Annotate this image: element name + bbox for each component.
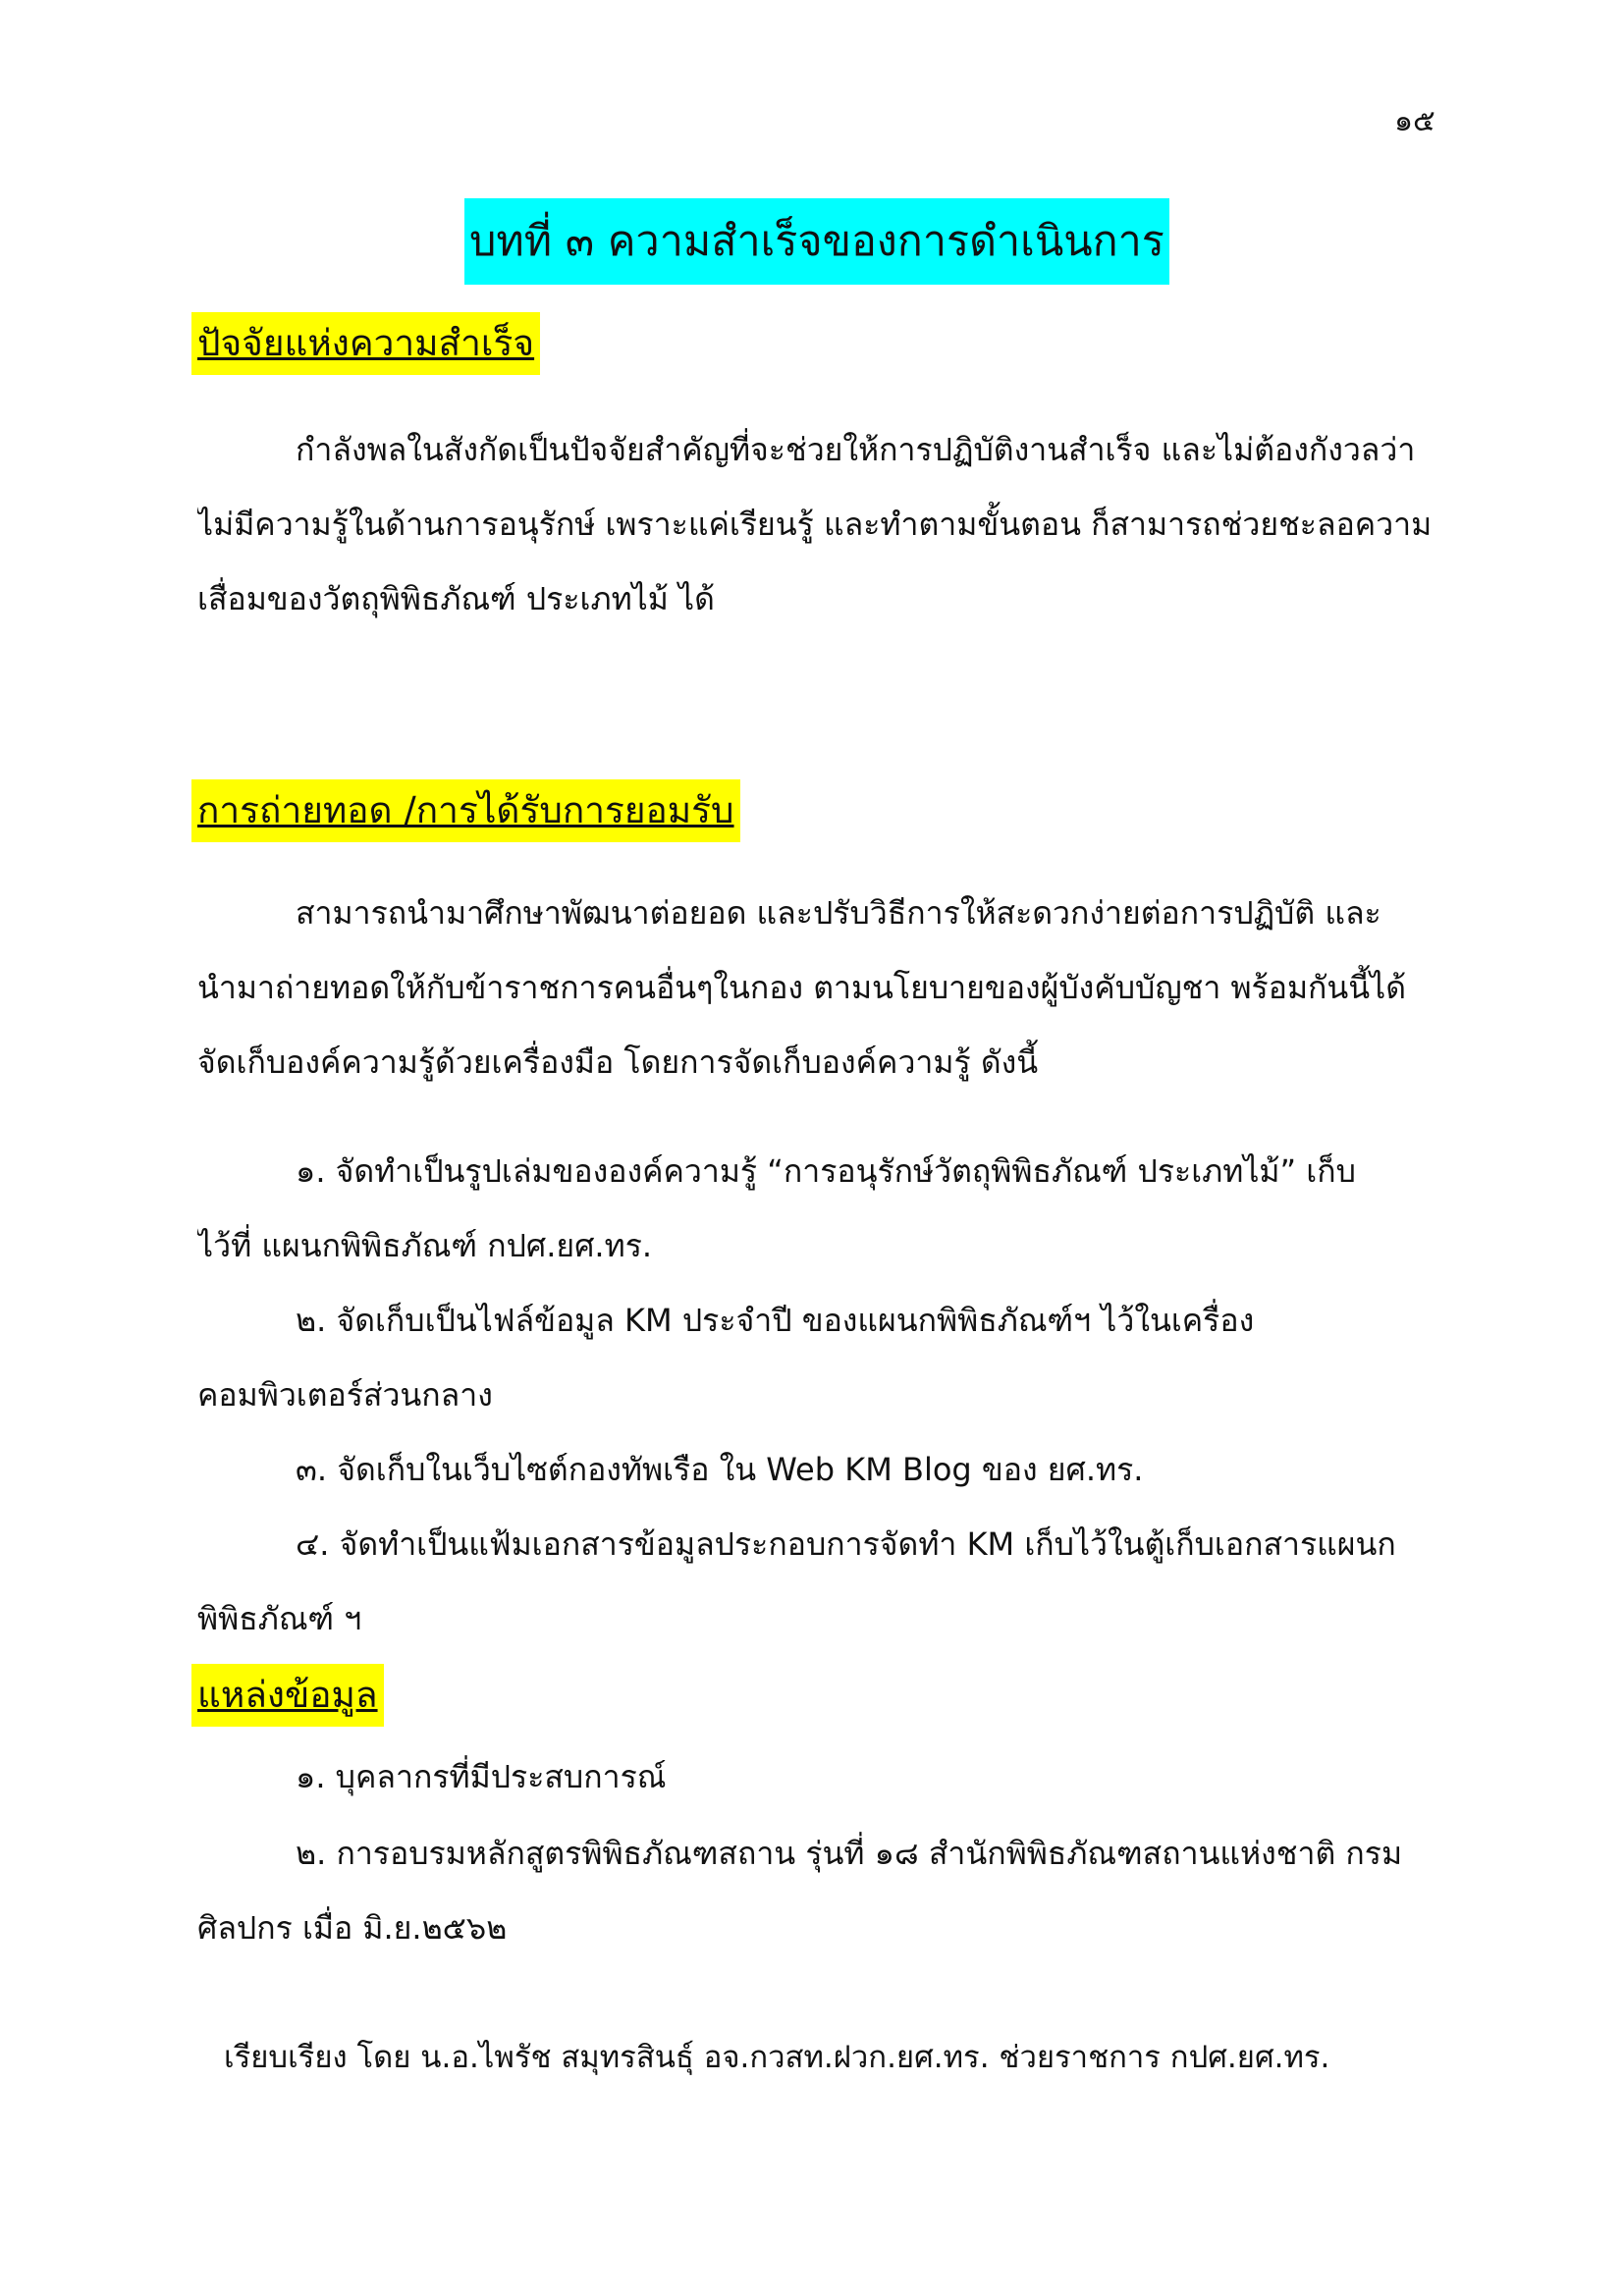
paragraph-line: ไม่มีความรู้ในด้านการอนุรักษ์ เพราะแค่เรียนรู้ และทำตามขั้นตอน ก็สามารถช่วยชะลอความ <box>197 506 1433 543</box>
section-heading-success-factors: ปัจจัยแห่งความสำเร็จ <box>191 312 540 375</box>
list-item-line: ๒. จัดเก็บเป็นไฟล์ข้อมูล KM ประจำปี ของแผนกพิพิธภัณฑ์ฯ ไว้ในเครื่อง <box>296 1302 1255 1339</box>
list-item-line: พิพิธภัณฑ์ ฯ <box>197 1600 362 1637</box>
list-item <box>197 1432 1435 1507</box>
paragraph-line: เสื่อมของวัตถุพิพิธภัณฑ์ ประเภทไม้ ได้ <box>197 580 715 617</box>
list-item-line: ๔. จัดทำเป็นแฟ้มเอกสารข้อมูลประกอบการจัดทำ KM เก็บไว้ในตู้เก็บเอกสารแผนก <box>296 1525 1396 1563</box>
paragraph-line: สามารถนำมาศึกษาพัฒนาต่อยอด และปรับวิธีการให้สะดวกง่ายต่อการปฏิบัติ และ <box>296 894 1381 932</box>
section-heading-sources: แหล่งข้อมูล <box>191 1664 384 1727</box>
list-item-line: ๑. บุคลากรที่มีประสบการณ์ <box>296 1758 667 1795</box>
paragraph-line: นำมาถ่ายทอดให้กับข้าราชการคนอื่นๆในกอง ตามนโยบายของผู้บังคับบัญชา พร้อมกันนี้ได้ <box>197 969 1407 1006</box>
list-item-line: ๑. จัดทำเป็นรูปเล่มขององค์ความรู้ “การอนุรักษ์วัตถุพิพิธภัณฑ์ ประเภทไม้” เก็บ <box>296 1152 1356 1190</box>
page-number: ๑๕ <box>1394 104 1435 138</box>
transfer-paragraph <box>197 876 1435 1099</box>
list-item <box>197 1507 1435 1656</box>
list-item-line: ไว้ที่ แผนกพิพิธภัณฑ์ กปศ.ยศ.ทร. <box>197 1227 653 1264</box>
list-item <box>197 1816 1435 1965</box>
list-item-line: ๒. การอบรมหลักสูตรพิพิธภัณฑสถาน รุ่นที่ ๑๘ สำนักพิพิธภัณฑสถานแห่งชาติ กรม <box>296 1835 1403 1872</box>
chapter-title: บทที่ ๓ ความสำเร็จของการดำเนินการ <box>464 198 1169 285</box>
paragraph-line: กำลังพลในสังกัดเป็นปัจจัยสำคัญที่จะช่วยให้การปฏิบัติงานสำเร็จ และไม่ต้องกังวลว่า <box>296 431 1416 468</box>
list-item-line: คอมพิวเตอร์ส่วนกลาง <box>197 1376 493 1414</box>
list-item <box>197 1739 1435 1814</box>
list-item-line: ศิลปกร เมื่อ มิ.ย.๒๕๖๒ <box>197 1909 508 1947</box>
author-credit: เรียบเรียง โดย น.อ.ไพรัช สมุทรสินธุ์ อจ.กวสท.ฝวก.ยศ.ทร. ช่วยราชการ กปศ.ยศ.ทร. <box>224 2040 1330 2075</box>
success-factors-paragraph <box>197 412 1435 636</box>
list-item-line: ๓. จัดเก็บในเว็บไซต์กองทัพเรือ ใน Web KM Blog ของ ยศ.ทร. <box>296 1451 1144 1488</box>
paragraph-line: จัดเก็บองค์ความรู้ด้วยเครื่องมือ โดยการจัดเก็บองค์ความรู้ ดังนี้ <box>197 1043 1039 1081</box>
list-item <box>197 1283 1435 1432</box>
list-item <box>197 1134 1435 1283</box>
section-heading-transfer: การถ่ายทอด /การได้รับการยอมรับ <box>191 779 740 842</box>
